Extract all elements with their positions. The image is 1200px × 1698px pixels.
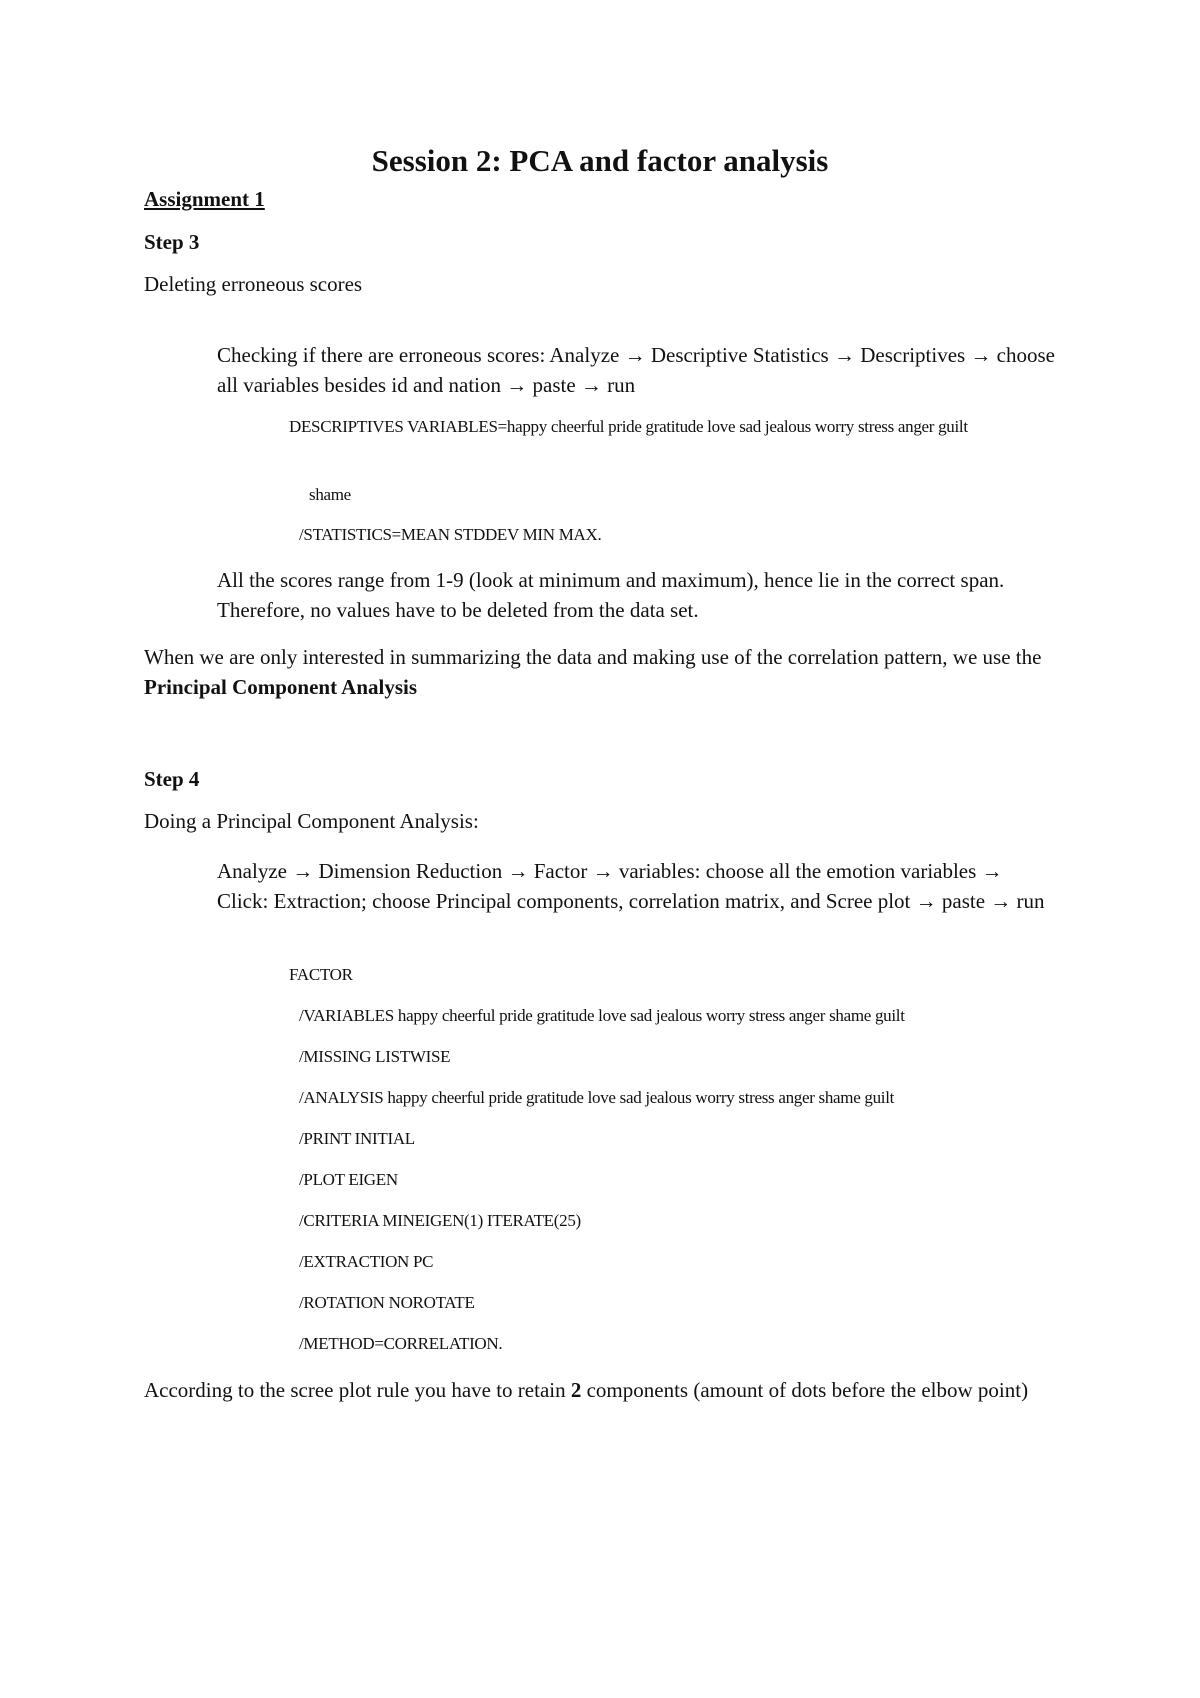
step3-result: All the scores range from 1-9 (look at minimum and maximum), hence lie in the correct span. Therefore, no values have to be deleted from the data set. [217,568,1005,622]
step4-syntax-rotation: /ROTATION NOROTATE [299,1293,475,1312]
step4-syntax-extraction: /EXTRACTION PC [299,1252,434,1271]
step4-conclusion-suffix: components (amount of dots before the elbow point) [581,1378,1029,1402]
step3-heading: Step 3 [144,230,200,254]
step3-syntax-line3: /STATISTICS=MEAN STDDEV MIN MAX. [299,525,602,544]
step4-conclusion-bold: 2 [570,1378,582,1402]
step4-syntax-missing: /MISSING LISTWISE [299,1047,451,1066]
step3-intro: Deleting erroneous scores [144,272,363,296]
page-title: Session 2: PCA and factor analysis [371,143,829,178]
step4-syntax-plot: /PLOT EIGEN [299,1170,398,1189]
step4-intro: Doing a Principal Component Analysis: [144,809,479,833]
step4-conclusion-prefix: According to the scree plot rule you have to retain [144,1378,571,1402]
step4-syntax-method: /METHOD=CORRELATION. [299,1334,503,1353]
step4-syntax-factor: FACTOR [289,965,353,984]
step4-syntax-analysis: /ANALYSIS happy cheerful pride gratitude love sad jealous worry stress anger shame guilt [299,1088,895,1107]
step3-summary [144,642,1044,702]
step4-syntax-variables: /VARIABLES happy cheerful pride gratitude love sad jealous worry stress anger shame guilt [299,1006,905,1025]
step3-instruction: Checking if there are erroneous scores: Analyze → Descriptive Statistics → Descriptives → choose all variables besides id and nation → paste → run [217,343,1056,397]
step3-syntax-line1: DESCRIPTIVES VARIABLES=happy cheerful pride gratitude love sad jealous worry stress anger guilt [289,417,968,436]
step3-summary-text: When we are only interested in summarizing the data and making use of the correlation pattern, we use the [144,645,1042,669]
step4-syntax-criteria: /CRITERIA MINEIGEN(1) ITERATE(25) [299,1211,581,1230]
step3-syntax-line2: shame [309,485,351,504]
step3-summary-bold: Principal Component Analysis [144,675,418,699]
step4-instruction: Analyze → Dimension Reduction → Factor → variables: choose all the emotion variables → Click: Extraction; choose Principal components, correlation matrix, and Scree plot → paste → run [217,859,1045,913]
assignment-heading: Assignment 1 [144,187,265,211]
step4-heading: Step 4 [144,767,200,791]
step4-syntax-print: /PRINT INITIAL [299,1129,415,1148]
step4-conclusion [144,1375,1044,1405]
